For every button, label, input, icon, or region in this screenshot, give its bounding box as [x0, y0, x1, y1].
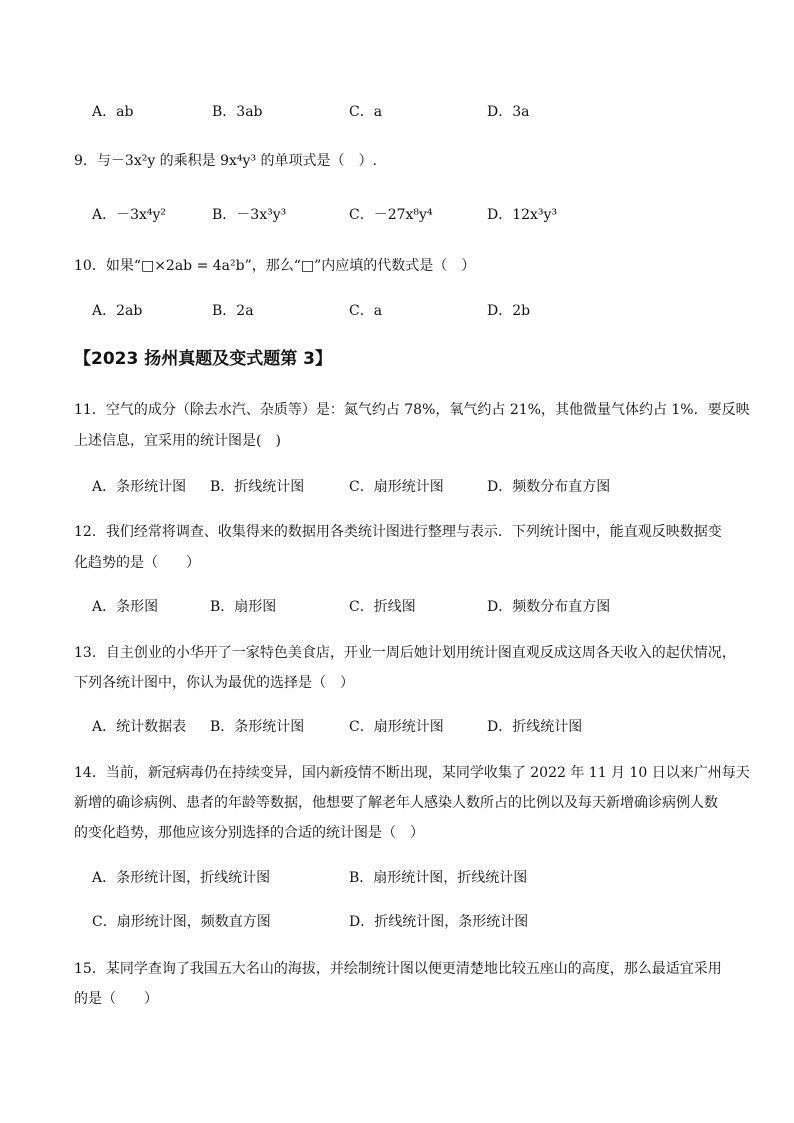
- q11-option-b: B．折线统计图: [210, 479, 305, 495]
- q10-option-d: D．2b: [487, 303, 531, 319]
- q9-option-a: A．－3x⁴y²: [92, 207, 167, 223]
- q9-stem: 9．与－3x²y 的乘积是 9x⁴y³ 的单项式是（ ）.: [74, 153, 377, 169]
- q11-stem-line-1: 11．空气的成分（除去水汽、杂质等）是：氮气约占 78%，氧气约占 21%，其他微量气体约占 1%．要反映: [74, 402, 750, 418]
- q10-option-c: C．a: [349, 303, 383, 319]
- q8-option-a: A．ab: [92, 104, 134, 120]
- q12-option-d: D．频数分布直方图: [487, 599, 611, 615]
- q14-option-c: C．扇形统计图，频数直方图: [92, 914, 271, 930]
- q14-stem-line-1: 14．当前，新冠病毒仍在持续变异，国内新疫情不断出现，某同学收集了 2022 年 11 月 10 日以来广州每天: [74, 765, 750, 781]
- q15-stem-line-2: 的是（ ）: [74, 991, 158, 1007]
- q13-option-c: C．扇形统计图: [349, 719, 444, 735]
- q14-option-d: D．折线统计图，条形统计图: [349, 914, 529, 930]
- q8-option-d: D．3a: [487, 104, 530, 120]
- q12-option-c: C．折线图: [349, 599, 416, 615]
- q13-stem-line-1: 13．自主创业的小华开了一家特色美食店，开业一周后她计划用统计图直观反成这周各天收入的起伏情况，: [74, 645, 736, 661]
- q14-option-b: B．扇形统计图，折线统计图: [349, 870, 528, 886]
- q13-option-b: B．条形统计图: [210, 719, 305, 735]
- q14-stem-line-3: 的变化趋势，那他应该分别选择的合适的统计图是（ ）: [74, 825, 424, 841]
- q9-option-d: D．12x³y³: [487, 207, 558, 223]
- q9-option-b: B．－3x³y³: [212, 207, 287, 223]
- q8-option-b: B．3ab: [212, 104, 263, 120]
- q15-stem-line-1: 15．某同学查询了我国五大名山的海拔，并绘制统计图以便更清楚地比较五座山的高度，那么最适宜采用: [74, 961, 722, 977]
- section-title: 【2023 扬州真题及变式题第 3】: [74, 349, 332, 369]
- q10-option-a: A．2ab: [92, 303, 143, 319]
- q8-option-c: C．a: [349, 104, 383, 120]
- q11-option-d: D．频数分布直方图: [487, 479, 611, 495]
- q14-stem-line-2: 新增的确诊病例、患者的年龄等数据，他想要了解老年人感染人数所占的比例以及每天新增确诊病例人数: [74, 795, 718, 811]
- q10-stem: 10．如果“□×2ab = 4a²b”，那么“□”内应填的代数式是（ ）: [74, 258, 476, 274]
- q13-stem-line-2: 下列各统计图中，你认为最优的选择是（ ）: [74, 675, 354, 691]
- q12-stem-line-2: 化趋势的是（ ）: [74, 555, 200, 571]
- q11-stem-line-2: 上述信息，宜采用的统计图是( ): [74, 433, 281, 449]
- q11-option-a: A．条形统计图: [92, 479, 187, 495]
- q14-option-a: A．条形统计图，折线统计图: [92, 870, 271, 886]
- q13-option-d: D．折线统计图: [487, 719, 583, 735]
- q10-option-b: B．2a: [212, 303, 254, 319]
- q9-option-c: C．－27x⁸y⁴: [349, 207, 433, 223]
- q12-stem-line-1: 12．我们经常将调查、收集得来的数据用各类统计图进行整理与表示．下列统计图中，能直观反映数据变: [74, 524, 722, 540]
- q12-option-a: A．条形图: [92, 599, 159, 615]
- q13-option-a: A．统计数据表: [92, 719, 187, 735]
- q11-option-c: C．扇形统计图: [349, 479, 444, 495]
- q12-option-b: B．扇形图: [210, 599, 277, 615]
